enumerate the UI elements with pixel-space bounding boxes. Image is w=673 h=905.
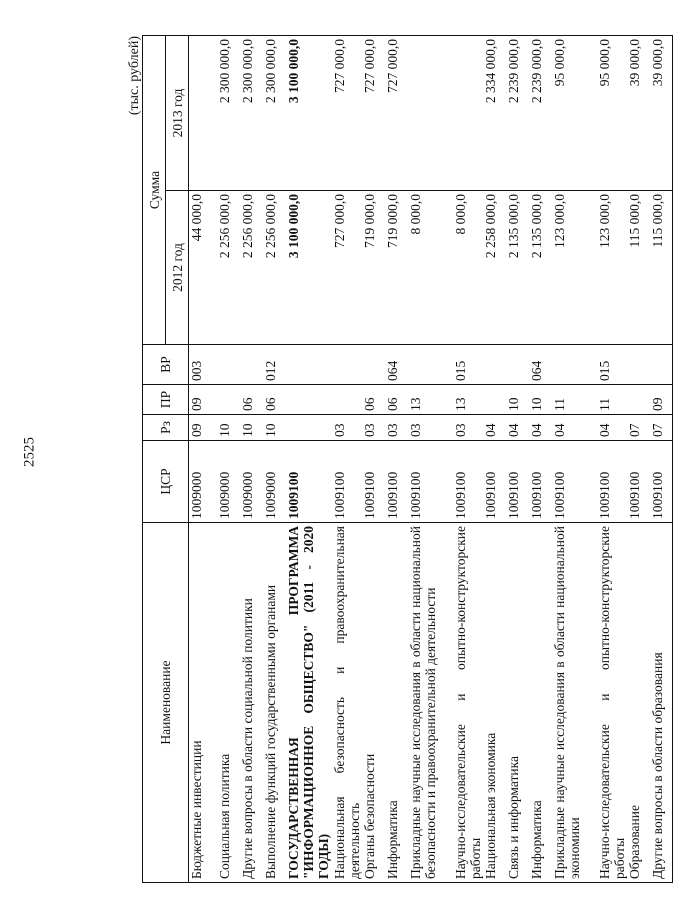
row-pr (286, 385, 332, 415)
row-tsr: 1009100 (385, 441, 408, 523)
units-label: (тыс. рублей) (127, 36, 142, 116)
row-tsr: 1009000 (217, 441, 240, 523)
header-pr: ПР (143, 385, 189, 415)
row-vr (362, 345, 385, 385)
table-row (332, 35, 362, 882)
row-name: Другие вопросы в области образования (650, 523, 673, 883)
row-vr (650, 345, 673, 385)
row-2013: 39 000,0 (650, 35, 673, 190)
row-2013: 2 239 000,0 (506, 35, 529, 190)
row-2012: 2 256 000,0 (240, 191, 263, 345)
row-tsr: 1009100 (286, 441, 332, 523)
row-2012: 2 256 000,0 (217, 191, 240, 345)
row-2013: 2 300 000,0 (217, 35, 240, 190)
row-tsr: 1009100 (597, 441, 627, 523)
row-name: Информатика (385, 523, 408, 883)
table-row (483, 35, 506, 882)
row-2013 (453, 35, 483, 190)
row-name: Информатика (529, 523, 552, 883)
row-vr: 015 (597, 345, 627, 385)
row-2012: 8 000,0 (408, 191, 453, 345)
row-rz: 03 (453, 415, 483, 441)
table-row (217, 35, 240, 882)
row-tsr: 1009000 (263, 441, 286, 523)
row-rz: 03 (332, 415, 362, 441)
table-row (650, 35, 673, 882)
header-name: Наименование (143, 523, 189, 883)
table-row (189, 35, 217, 882)
row-pr (217, 385, 240, 415)
row-2012: 3 100 000,0 (286, 191, 332, 345)
row-pr: 06 (362, 385, 385, 415)
table-row (453, 35, 483, 882)
row-tsr: 1009100 (408, 441, 453, 523)
row-name: Прикладные научные исследования в области национальной экономики (552, 523, 597, 883)
row-tsr: 1009100 (332, 441, 362, 523)
row-rz (286, 415, 332, 441)
row-rz: 04 (597, 415, 627, 441)
row-tsr: 1009000 (189, 441, 217, 523)
row-vr (506, 345, 529, 385)
table-row (552, 35, 597, 882)
budget-table (142, 35, 673, 883)
row-2012: 727 000,0 (332, 191, 362, 345)
table-row (286, 35, 332, 882)
row-2013: 95 000,0 (552, 35, 597, 190)
row-2013: 2 300 000,0 (263, 35, 286, 190)
row-2013: 727 000,0 (362, 35, 385, 190)
row-vr (627, 345, 650, 385)
header-vr: ВР (143, 345, 189, 385)
table-row (240, 35, 263, 882)
row-rz: 03 (362, 415, 385, 441)
row-pr (627, 385, 650, 415)
row-name: Образование (627, 523, 650, 883)
table-row (529, 35, 552, 882)
row-2013 (408, 35, 453, 190)
table-row (385, 35, 408, 882)
row-tsr: 1009100 (483, 441, 506, 523)
budget-table-page (127, 36, 665, 883)
header-2013: 2013 год (166, 35, 189, 190)
table-row (408, 35, 453, 882)
row-tsr: 1009100 (453, 441, 483, 523)
row-vr: 015 (453, 345, 483, 385)
row-rz: 04 (552, 415, 597, 441)
row-name: Национальная экономика (483, 523, 506, 883)
row-2012: 115 000,0 (627, 191, 650, 345)
row-2013: 3 100 000,0 (286, 35, 332, 190)
row-2012: 719 000,0 (385, 191, 408, 345)
table-row (263, 35, 286, 882)
row-rz: 04 (506, 415, 529, 441)
row-name: Научно-исследовательские и опытно-конструкторские работы (453, 523, 483, 883)
row-2012: 2 135 000,0 (529, 191, 552, 345)
row-pr: 09 (650, 385, 673, 415)
row-2013: 727 000,0 (332, 35, 362, 190)
row-2012: 8 000,0 (453, 191, 483, 345)
row-name: ГОСУДАРСТВЕННАЯ ПРОГРАММА "ИНФОРМАЦИОННОЕ ОБЩЕСТВО" (2011 - 2020 ГОДЫ) (286, 523, 332, 883)
row-rz: 04 (529, 415, 552, 441)
row-name: Связь и информатика (506, 523, 529, 883)
row-pr: 13 (408, 385, 453, 415)
header-rz: Рз (143, 415, 189, 441)
row-vr (483, 345, 506, 385)
row-name: Национальная безопасность и правоохранительная деятельность (332, 523, 362, 883)
row-tsr: 1009000 (240, 441, 263, 523)
row-tsr: 1009100 (650, 441, 673, 523)
row-2013: 2 300 000,0 (240, 35, 263, 190)
row-name: Органы безопасности (362, 523, 385, 883)
row-name: Социальная политика (217, 523, 240, 883)
row-name: Другие вопросы в области социальной политики (240, 523, 263, 883)
row-pr (483, 385, 506, 415)
row-2013: 39 000,0 (627, 35, 650, 190)
header-sum: Сумма (143, 35, 166, 344)
row-vr (332, 345, 362, 385)
row-rz: 07 (650, 415, 673, 441)
row-vr: 003 (189, 345, 217, 385)
row-vr (217, 345, 240, 385)
row-vr (552, 345, 597, 385)
row-rz: 03 (408, 415, 453, 441)
page-number: 2525 (21, 437, 38, 467)
row-2013: 95 000,0 (597, 35, 627, 190)
row-pr (332, 385, 362, 415)
row-vr: 064 (529, 345, 552, 385)
row-tsr: 1009100 (552, 441, 597, 523)
row-2012: 2 135 000,0 (506, 191, 529, 345)
row-2013: 2 334 000,0 (483, 35, 506, 190)
row-vr: 012 (263, 345, 286, 385)
row-pr: 10 (529, 385, 552, 415)
row-2013: 2 239 000,0 (529, 35, 552, 190)
row-pr: 09 (189, 385, 217, 415)
row-name: Прикладные научные исследования в области национальной безопасности и правоохранительной деятельности (408, 523, 453, 883)
row-2012: 123 000,0 (597, 191, 627, 345)
row-2012: 115 000,0 (650, 191, 673, 345)
row-rz: 10 (240, 415, 263, 441)
table-body (189, 35, 673, 882)
row-rz: 07 (627, 415, 650, 441)
row-2012: 2 256 000,0 (263, 191, 286, 345)
row-tsr: 1009100 (506, 441, 529, 523)
row-pr: 11 (597, 385, 627, 415)
row-2013: 727 000,0 (385, 35, 408, 190)
row-rz: 10 (217, 415, 240, 441)
row-pr: 06 (240, 385, 263, 415)
row-2013 (189, 35, 217, 190)
row-pr: 06 (263, 385, 286, 415)
row-tsr: 1009100 (529, 441, 552, 523)
row-pr: 10 (506, 385, 529, 415)
row-vr (286, 345, 332, 385)
header-tsr: ЦСР (143, 441, 189, 523)
row-2012: 123 000,0 (552, 191, 597, 345)
header-2012: 2012 год (166, 191, 189, 345)
table-row (506, 35, 529, 882)
row-rz: 10 (263, 415, 286, 441)
row-name: Научно-исследовательские и опытно-конструкторские работы (597, 523, 627, 883)
table-header (143, 35, 189, 882)
row-vr: 064 (385, 345, 408, 385)
row-2012: 44 000,0 (189, 191, 217, 345)
row-vr (408, 345, 453, 385)
row-vr (240, 345, 263, 385)
row-name: Выполнение функций государственными органами (263, 523, 286, 883)
row-2012: 2 258 000,0 (483, 191, 506, 345)
table-row (362, 35, 385, 882)
row-tsr: 1009100 (362, 441, 385, 523)
table-row (627, 35, 650, 882)
row-tsr: 1009100 (627, 441, 650, 523)
row-rz: 09 (189, 415, 217, 441)
row-pr: 11 (552, 385, 597, 415)
row-2012: 719 000,0 (362, 191, 385, 345)
row-rz: 03 (385, 415, 408, 441)
row-pr: 13 (453, 385, 483, 415)
row-rz: 04 (483, 415, 506, 441)
table-row (597, 35, 627, 882)
row-pr: 06 (385, 385, 408, 415)
row-name: Бюджетные инвестиции (189, 523, 217, 883)
